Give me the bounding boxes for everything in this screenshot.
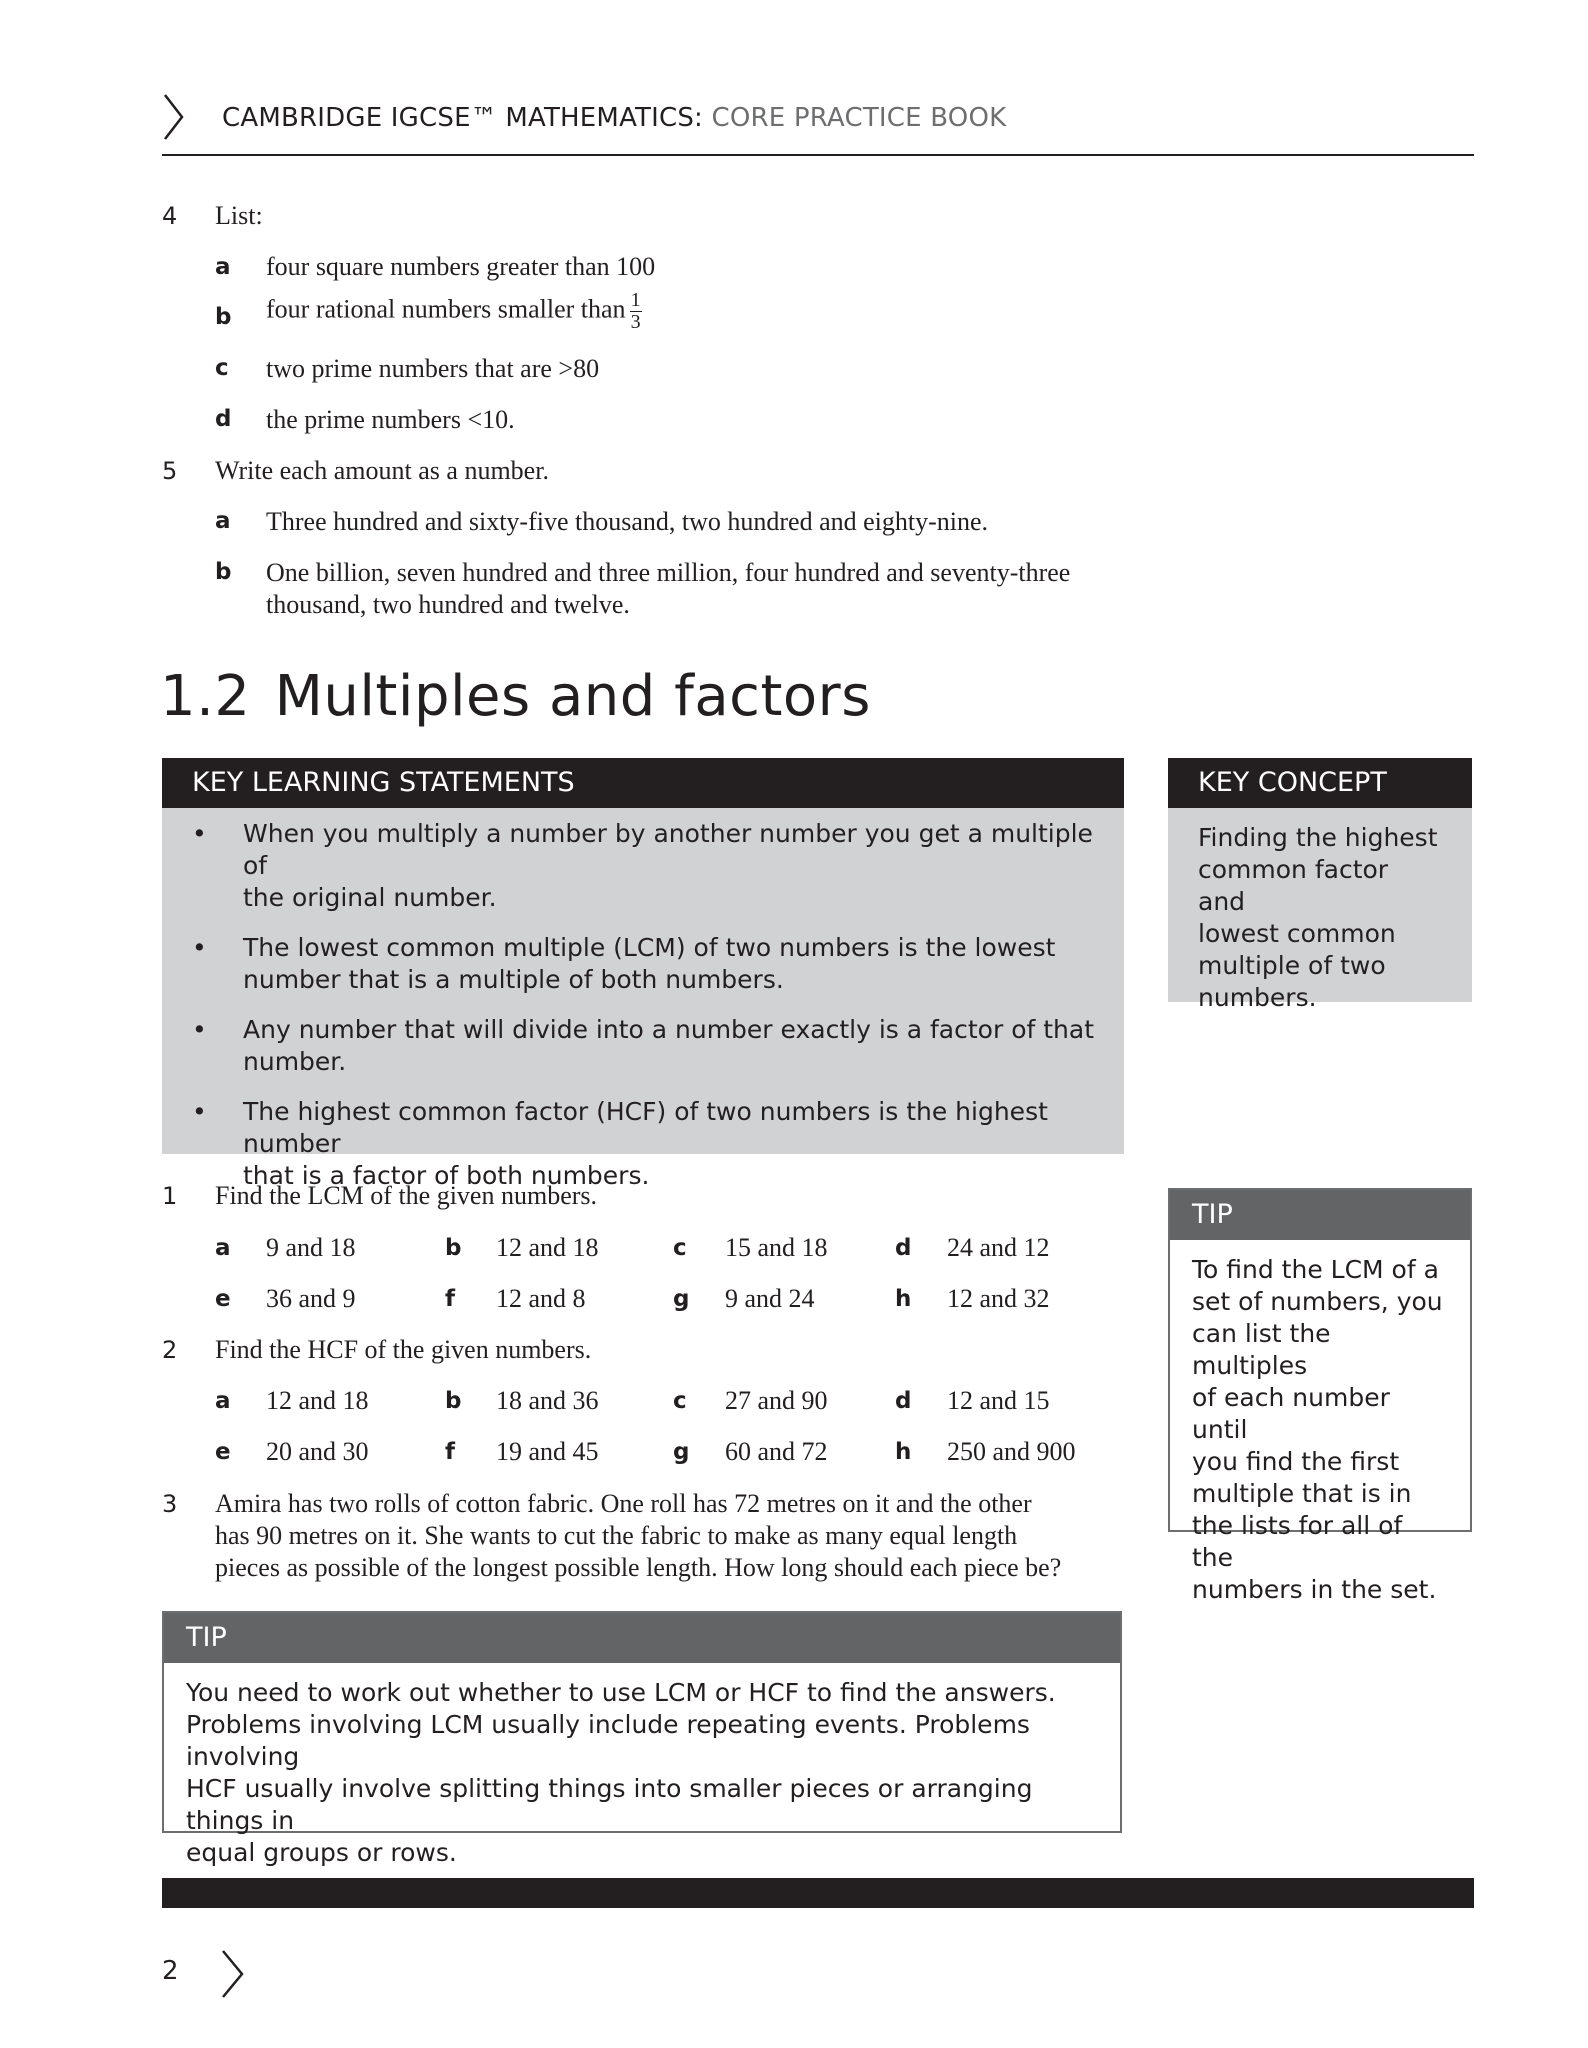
list-item bbox=[162, 1014, 1124, 1078]
tip-box-lcm-hcf bbox=[162, 1611, 1122, 1867]
item-letter: f bbox=[445, 1286, 456, 1312]
tip-line: To find the LCM of a bbox=[1192, 1255, 1439, 1284]
section-heading bbox=[160, 664, 871, 729]
item-letter: c bbox=[673, 1388, 687, 1414]
tip-line: can list the multiples bbox=[1192, 1319, 1331, 1380]
item-letter: a bbox=[215, 254, 231, 280]
exercise-line: Amira has two rolls of cotton fabric. One roll has 72 metres on it and the other bbox=[215, 1489, 1032, 1518]
chevron-right-icon bbox=[220, 1948, 246, 2000]
chevron-right-icon bbox=[162, 92, 186, 142]
question-number: 5 bbox=[162, 457, 178, 485]
item-letter: b bbox=[215, 559, 232, 585]
item-text bbox=[266, 557, 1070, 621]
item-value: 12 and 18 bbox=[496, 1233, 599, 1262]
book-title-light: CORE PRACTICE BOOK bbox=[711, 103, 1007, 133]
item-letter: c bbox=[215, 355, 229, 381]
item-value: 36 and 9 bbox=[266, 1284, 356, 1313]
tip-line: equal groups or rows. bbox=[186, 1838, 457, 1867]
item-value: 250 and 900 bbox=[947, 1437, 1076, 1466]
tip-title: TIP bbox=[164, 1613, 1120, 1663]
item-letter: d bbox=[895, 1388, 912, 1414]
item-letter: e bbox=[215, 1439, 231, 1465]
tip-line: You need to work out whether to use LCM or HCF to find the answers. bbox=[186, 1678, 1056, 1707]
answer-grid-row bbox=[0, 1437, 1120, 1471]
tip-line: Problems involving LCM usually include repeating events. Problems involving bbox=[186, 1710, 1030, 1771]
bullet-icon: • bbox=[192, 1015, 207, 1044]
item-letter: a bbox=[215, 1235, 231, 1261]
item-letter: e bbox=[215, 1286, 231, 1312]
item-letter: h bbox=[895, 1286, 912, 1312]
tip-body bbox=[164, 1663, 1120, 1869]
tip-line: multiple that is in bbox=[1192, 1479, 1412, 1508]
exercise-text: Find the LCM of the given numbers. bbox=[215, 1181, 598, 1210]
concept-line: common factor and bbox=[1198, 855, 1389, 916]
statement-line: that is a factor of both numbers. bbox=[243, 1161, 650, 1190]
answer-grid-row bbox=[0, 1284, 1120, 1318]
item-value: 15 and 18 bbox=[725, 1233, 828, 1262]
fraction-denominator: 3 bbox=[630, 311, 641, 333]
tip-line: you find the first bbox=[1192, 1447, 1400, 1476]
item-text-line: thousand, two hundred and twelve. bbox=[266, 590, 630, 619]
running-header bbox=[162, 92, 1474, 156]
item-value: 18 and 36 bbox=[496, 1386, 599, 1415]
item-text-line: One billion, seven hundred and three million, four hundred and seventy-three bbox=[266, 558, 1071, 587]
item-letter: b bbox=[445, 1235, 462, 1261]
bullet-icon: • bbox=[192, 819, 207, 848]
concept-line: multiple of two bbox=[1198, 951, 1386, 980]
key-concept-body bbox=[1168, 808, 1472, 1014]
book-title-strong: CAMBRIDGE IGCSE™ MATHEMATICS: bbox=[222, 103, 703, 133]
item-value: 9 and 24 bbox=[725, 1284, 815, 1313]
item-text: four square numbers greater than 100 bbox=[266, 252, 656, 281]
answer-grid-row bbox=[0, 1233, 1120, 1267]
bullet-icon: • bbox=[192, 933, 207, 962]
exercise-line: pieces as possible of the longest possible length. How long should each piece be? bbox=[215, 1553, 1062, 1582]
section-title: Multiples and factors bbox=[274, 664, 871, 729]
tip-line: numbers in the set. bbox=[1192, 1575, 1437, 1604]
exercise-number: 2 bbox=[162, 1336, 178, 1364]
concept-line: numbers. bbox=[1198, 983, 1317, 1012]
item-value: 60 and 72 bbox=[725, 1437, 828, 1466]
tip-line: HCF usually involve splitting things into smaller pieces or arranging things in bbox=[186, 1774, 1033, 1835]
fraction bbox=[630, 290, 642, 333]
book-title bbox=[222, 103, 1006, 133]
tip-body bbox=[1170, 1240, 1470, 1606]
item-text: Three hundred and sixty-five thousand, two hundred and eighty-nine. bbox=[266, 507, 989, 536]
item-value: 12 and 18 bbox=[266, 1386, 369, 1415]
tip-line: of each number until bbox=[1192, 1383, 1390, 1444]
item-value: 12 and 32 bbox=[947, 1284, 1050, 1313]
item-letter: g bbox=[673, 1439, 690, 1465]
page-number: 2 bbox=[162, 1956, 179, 1986]
item-letter: f bbox=[445, 1439, 456, 1465]
bullet-icon: • bbox=[192, 1097, 207, 1126]
question-number: 4 bbox=[162, 202, 178, 230]
key-learning-statements-box bbox=[162, 758, 1124, 1190]
item-letter: d bbox=[215, 406, 232, 432]
tip-line: set of numbers, you bbox=[1192, 1287, 1443, 1316]
item-letter: a bbox=[215, 1388, 231, 1414]
item-value: 27 and 90 bbox=[725, 1386, 828, 1415]
item-letter: d bbox=[895, 1235, 912, 1261]
item-letter: b bbox=[445, 1388, 462, 1414]
list-item bbox=[162, 818, 1124, 914]
item-letter: b bbox=[215, 304, 232, 330]
item-value: 20 and 30 bbox=[266, 1437, 369, 1466]
key-learning-title: KEY LEARNING STATEMENTS bbox=[162, 758, 1124, 808]
answer-grid-row bbox=[0, 1386, 1120, 1420]
question-text: Write each amount as a number. bbox=[215, 456, 549, 485]
tip-title: TIP bbox=[1170, 1190, 1470, 1240]
question-text: List: bbox=[215, 201, 263, 230]
item-letter: c bbox=[673, 1235, 687, 1261]
statement-line: The lowest common multiple (LCM) of two numbers is the lowest bbox=[243, 933, 1056, 962]
tip-line: the lists for all of the bbox=[1192, 1511, 1403, 1572]
section-number: 1.2 bbox=[160, 664, 251, 729]
item-letter: g bbox=[673, 1286, 690, 1312]
exercise-text: Find the HCF of the given numbers. bbox=[215, 1335, 592, 1364]
fraction-numerator: 1 bbox=[630, 289, 641, 311]
item-value: 12 and 15 bbox=[947, 1386, 1050, 1415]
exercise-text bbox=[215, 1488, 1061, 1584]
concept-line: Finding the highest bbox=[1198, 823, 1438, 852]
exercise-line: has 90 metres on it. She wants to cut the fabric to make as many equal length bbox=[215, 1521, 1018, 1550]
statement-line: the original number. bbox=[243, 883, 497, 912]
item-text-with-fraction bbox=[266, 290, 642, 333]
statement-line: When you multiply a number by another number you get a multiple of bbox=[243, 819, 1093, 880]
item-value: 19 and 45 bbox=[496, 1437, 599, 1466]
item-value: 9 and 18 bbox=[266, 1233, 356, 1262]
item-letter: a bbox=[215, 508, 231, 534]
item-value: 12 and 8 bbox=[496, 1284, 586, 1313]
exercise-number: 1 bbox=[162, 1182, 178, 1210]
item-letter: h bbox=[895, 1439, 912, 1465]
statement-line: Any number that will divide into a number exactly is a factor of that bbox=[243, 1015, 1095, 1044]
statement-line: number that is a multiple of both numbers. bbox=[243, 965, 784, 994]
concept-line: lowest common bbox=[1198, 919, 1396, 948]
tip-box-lcm bbox=[1168, 1188, 1472, 1604]
key-concept-box bbox=[1168, 758, 1472, 1012]
exercise-number: 3 bbox=[162, 1490, 178, 1518]
footer-bar bbox=[162, 1878, 1474, 1908]
item-text: four rational numbers smaller than bbox=[266, 294, 626, 324]
item-text: two prime numbers that are >80 bbox=[266, 354, 600, 383]
statement-line: number. bbox=[243, 1047, 347, 1076]
list-item bbox=[162, 932, 1124, 996]
key-learning-list bbox=[162, 818, 1124, 1210]
statement-line: The highest common factor (HCF) of two numbers is the highest number bbox=[243, 1097, 1048, 1158]
item-value: 24 and 12 bbox=[947, 1233, 1050, 1262]
key-concept-title: KEY CONCEPT bbox=[1168, 758, 1472, 808]
item-text: the prime numbers <10. bbox=[266, 405, 515, 434]
list-item bbox=[162, 1096, 1124, 1192]
